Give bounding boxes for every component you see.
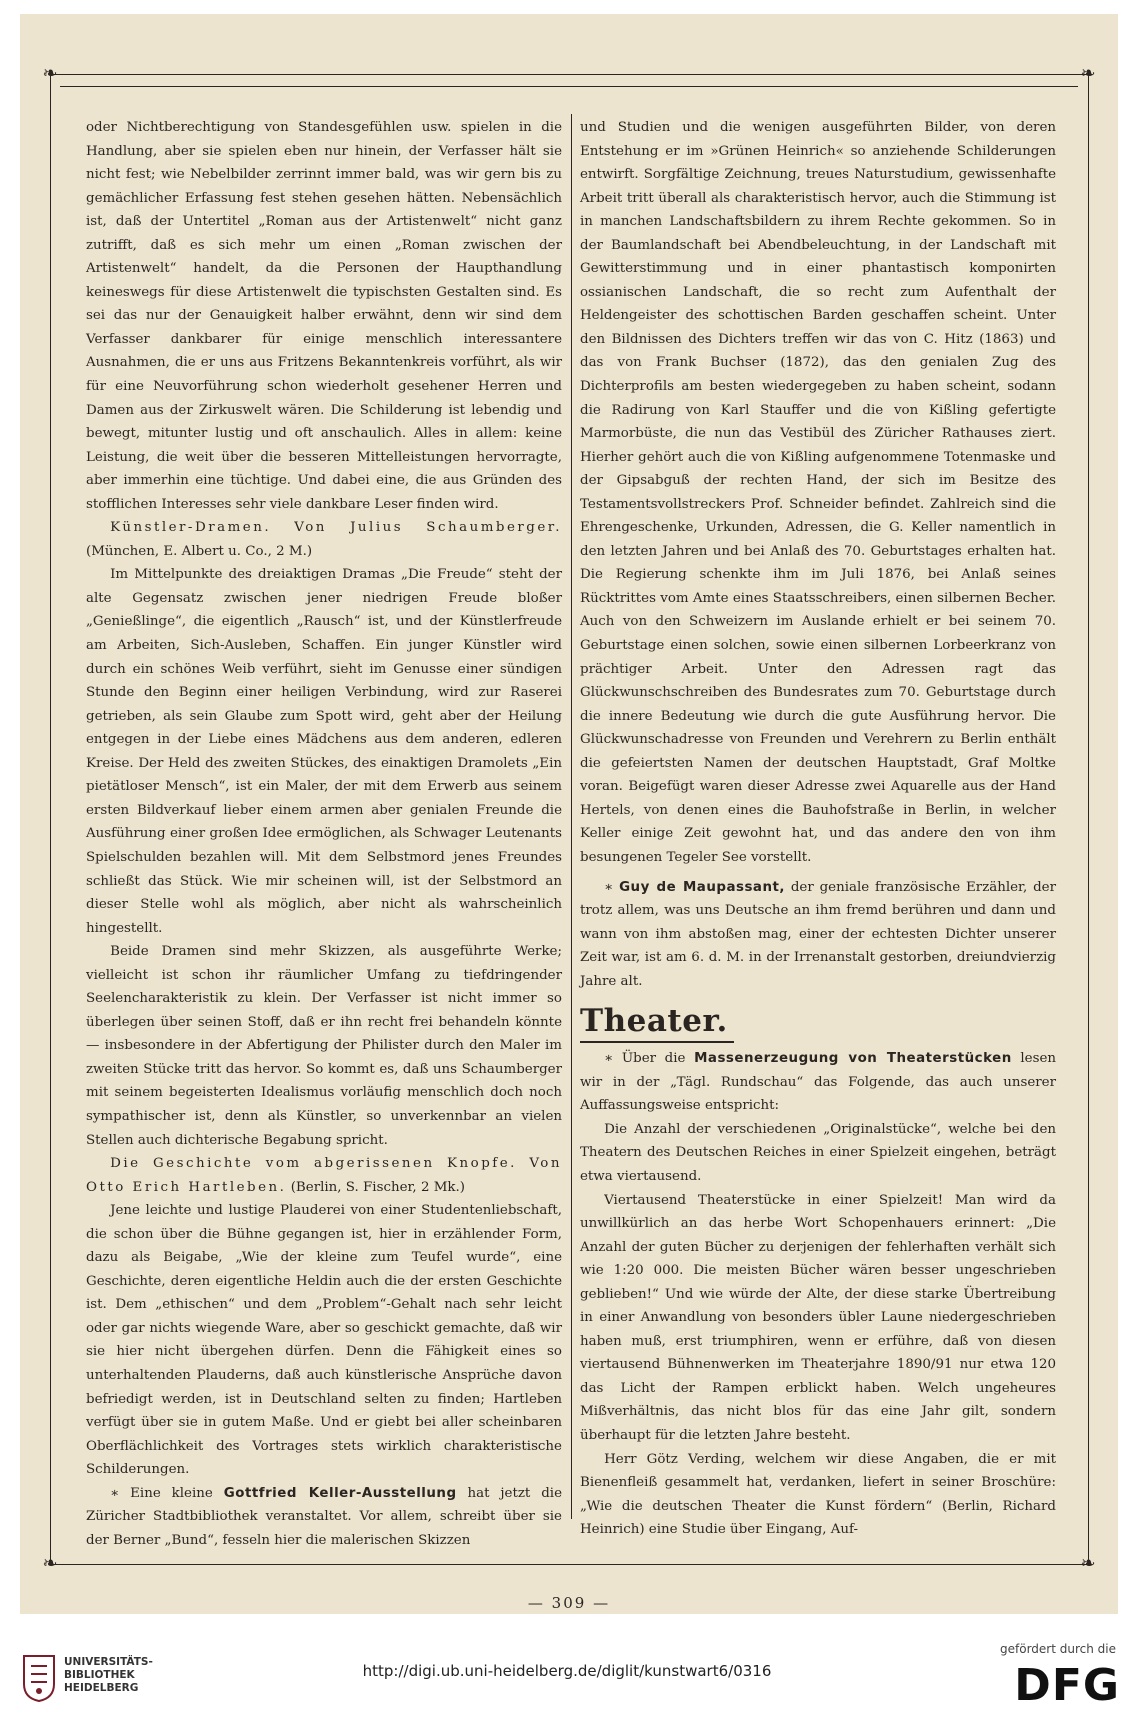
theater-intro-paragraph [580,1047,1056,1118]
right-paragraph-4: Die Anzahl der verschiedenen „Originalstücke“, welche bei den Theatern des Deutschen Reiches in einer Spielzeit eingehen, beträgt etwa viertausend. [580,1121,1056,1184]
institution-line-1: UNIVERSITÄTS- [64,1656,153,1668]
review-2-publisher: (Berlin, S. Fischer, 2 Mk.) [290,1179,466,1195]
institution-line-2: BIBLIOTHEK [64,1669,135,1681]
frame-bottom-line [50,1564,1088,1565]
keller-exhibition-paragraph [86,1482,562,1553]
left-paragraph-4: Jene leichte und lustige Plauderei von einer Studentenliebschaft, die schon über die Bühne gegangen ist, hier in erzählender Form, dazu als Beigabe, „Wie der kleine zum Teufel wurde“, eine Geschichte, deren eigentliche Heldin auch die der ersten Geschichte ist. Dem „ethischen“ und dem „Problem“-Gehalt nach sehr leicht oder gar nichts wiegende Ware, aber so geschickt gemachte, daß wir sie hier nicht übergehen dürfen. Denn die Fähigkeit eines so unterhaltenden Plauderns, daß auch künstlerische Ansprüche davon befriedigt werden, ist in Deutschland selten zu finden; Hartleben verfügt über sie in gutem Maße. Und er giebt bei aller scheinbaren Oberflächlichkeit des Vortrages stets wirklich charakteristische Schilderungen. [86,1203,562,1478]
dfg-logo: DFG [1014,1660,1120,1711]
left-paragraph-2: Im Mittelpunkte des dreiaktigen Dramas „Die Freude“ steht der alte Gegensatz zwischen jener niedrigen Freude bloßer „Genießlinge“, die eigentlich „Rausch“ ist, und der Künstlerfreude am Arbeiten, Sich-Ausleben, Schaffen. Ein junger Künstler wird durch ein schönes Weib verführt, sieht im Genusse einer sündigen Stunde den Beginn einer heiligen Verbindung, wird zur Raserei getrieben, als sein Glaube zum Spott wird, geht aber der Heilung entgegen in der Liebe eines Mädchens aus dem anderen, edleren Kreise. Der Held des zweiten Stückes, des einaktigen Dramolets „Ein pietätloser Mensch“, ist ein Maler, der mit dem Erwerb aus seinem ersten Bildverkauf lieber einem armen aber genialen Freunde die Ausführung einer großen Idee ermöglichen, als Schwager Leutenants Spielschulden bezahlen will. Mit dem Selbstmord jenes Freundes schließt das Stück. Wie mir scheinen will, ist der Selbstmord an dieser Stelle wohl als möglich, aber nicht als wahrscheinlich hingestellt. [86,567,562,936]
frame-top-inner-line [60,86,1078,87]
right-paragraph-6: Herr Götz Verding, welchem wir diese Angaben, die er mit Bienenfleiß gesammelt hat, verdanken, liefert in seiner Broschüre: „Wie die deutschen Theater die Kunst fördern“ (Berlin, Richard Heinrich) eine Studie über Eingang, Auf- [580,1451,1056,1538]
keller-exhibition-heading: Gottfried Keller-Ausstellung [223,1485,457,1501]
maupassant-text: der geniale französische Erzähler, der trotz allem, was uns Deutsche an ihm fremd berühren und dann und wann von ihm abstoßen mag, einer der echtesten Dichter unserer Zeit war, ist am 6. d. M. in der Irrenanstalt gestorben, dreiundvierzig Jahre alt. [580,879,1056,989]
section-title-theater: Theater. [580,1001,734,1043]
left-paragraph-3: Beide Dramen sind mehr Skizzen, als ausgeführte Werke; vielleicht ist schon ihr räumlicher Umfang zu tiefdringender Seelencharakteristik zu klein. Der Verfasser ist nicht immer so überlegen über seinen Stoff, daß er ihn recht frei behandeln könnte — insbesondere in der Abfertigung der Philister durch den Maler im zweiten Stücke tritt das hervor. So kommt es, daß uns Schaumberger mit seinem begeisterten Idealismus vorläufig menschlich doch noch sympathischer ist, denn als Künstler, so unverkennbar an vielen Stellen auch dichterische Begabung spricht. [86,944,562,1148]
left-column [86,116,562,1548]
right-paragraph-5: Viertausend Theaterstücke in einer Spielzeit! Man wird da unwillkürlich an das herbe Wort Schopenhauers erinnert: „Die Anzahl der guten Bücher zu derjenigen der fehlerhaften verhält sich wie 1:20 000. Die meisten Bücher wären besser ungeschrieben geblieben!“ Und wie würde der Alte, der diese starke Übertreibung in einer Anwandlung von besonders übler Laune niedergeschrieben haben muß, erst triumphiren, wenn er erführe, daß von diesen viertausend Bühnenwerken im Theaterjahre 1890/91 nur etwa 120 das Licht der Rampen erblickt haben. Welch ungeheures Mißverhältnis, das nicht blos für das eine Jahr gilt, sondern überhaupt für die letzten Jahre besteht. [580,1192,1056,1443]
right-column [580,116,1057,1538]
corner-ornament-icon: ❧ [42,63,58,84]
review-1-heading [86,516,562,563]
frame-right-line [1088,74,1089,1564]
review-1-publisher: (München, E. Albert u. Co., 2 M.) [86,543,313,559]
theater-heading: Massenerzeugung von Theaterstücken [694,1051,1012,1067]
institution-line-3: HEIDELBERG [64,1682,139,1694]
scanned-page [20,14,1118,1614]
footer-bar [0,1620,1134,1720]
theater-star: ∗ Über die [604,1051,686,1067]
frame-top-line [50,74,1088,75]
corner-ornament-icon: ❧ [1080,1553,1096,1574]
corner-ornament-icon: ❧ [42,1553,58,1574]
left-paragraph-1: oder Nichtberechtigung von Standesgefühlen usw. spielen in die Handlung, aber sie spielen eben nur hinein, der Verfasser hält sie nicht fest; wie Nebelbilder zerrinnt immer bald, was wir gern bis zu gemächlicher Erfassung fest stehen gesehen hätten. Nebensächlich ist, daß der Untertitel „Roman aus der Artistenwelt“ nicht ganz zutrifft, daß es sich mehr um einen „Roman zwischen der Artistenwelt“ handelt, da die Personen der Haupthandlung keineswegs für diese Artistenwelt die typischsten Gestalten sind. Es sei das nur der Genauigkeit halber erwähnt, denn wir sind dem Verfasser dankbarer für einige menschlich interessantere Ausnahmen, die er uns aus Fritzens Bekanntenkreis vorführt, als wir für eine Neuvorführung schon wiederholt gesehener Herren und Damen aus der Zirkuswelt wären. Die Schilderung ist lebendig und bewegt, mitunter lustig und oft anschaulich. Alles in allem: keine Leistung, die weit über die besseren Mittelleistungen hervorragte, aber immerhin eine tüchtige. Und dabei eine, die aus Gründen des stofflichen Interesses sehr viele dankbare Leser finden wird. [86,120,562,512]
keller-star: ∗ Eine kleine [110,1485,213,1501]
corner-ornament-icon: ❧ [1080,63,1096,84]
theater-intro-text: lesen wir in der „Tägl. Rundschau“ das Folgende, das auch unserer Auffassungsweise entspricht: [580,1051,1057,1114]
maupassant-paragraph [580,876,1056,994]
review-2-title: Die Geschichte vom abgerissenen Knopfe. Von Otto Erich Hartleben. [86,1156,562,1195]
column-divider [571,114,572,1519]
source-url-link[interactable]: http://digi.ub.uni-heidelberg.de/diglit/kunstwart6/0316 [362,1662,772,1680]
maupassant-heading: Guy de Maupassant, [619,879,785,895]
page-number: — 309 — [527,1594,611,1612]
maupassant-star: ∗ [604,879,614,895]
review-1-title: Künstler-Dramen. Von Julius Schaumberger. [110,520,562,536]
funding-label: gefördert durch die [1000,1642,1116,1656]
review-2-heading [86,1152,562,1199]
right-paragraph-1: und Studien und die wenigen ausgeführten Bilder, von deren Entstehung er im »Grünen Heinrich« so anziehende Schilderungen entwirft. Sorgfältige Zeichnung, treues Naturstudium, gewissenhafte Arbeit tritt überall als charakteristisch hervor, auch die Stimmung ist in manchen Landschaftsbildern zu ihrem Rechte gekommen. So in der Baumlandschaft bei Abendbeleuchtung, in der Landschaft mit Gewitterstimmung und in einer phantastisch komponirten ossianischen Landschaft, die so recht zum Aufenthalt der Heldengeister des schottischen Barden geschaffen scheint. Unter den Bildnissen des Dichters treffen wir das von C. Hitz (1863) und das von Frank Buchser (1872), das den genialen Zug des Dichterprofils am besten wiedergegeben zu haben scheint, sodann die Radirung von Karl Stauffer und die von Kißling gefertigte Marmorbüste, die nun das Vestibül des Züricher Rathauses ziert. Hierher gehört auch die von Kißling aufgenommene Totenmaske und der Gipsabguß der rechten Hand, der sich im Besitze des Testamentsvollstreckers Prof. Schneider befindet. Zahlreich sind die Ehrengeschenke, Urkunden, Adressen, die G. Keller namentlich in den letzten Jahren und bei Anlaß des 70. Geburtstages erhalten hat. Die Regierung schenkte ihm im Juli 1876, bei Anlaß seines Rücktrittes vom Amte eines Staatsschreibers, einen silbernen Becher. Auch von den Schweizern im Auslande erhielt er bei seinem 70. Geburtstage einen solchen, sowie einen silbernen Lorbeerkranz von prächtiger Arbeit. Unter den Adressen ragt das Glückwunschschreiben des Bundesrates zum 70. Geburtstage durch die innere Bedeutung wie durch die gute Ausführung hervor. Die Glückwunschadresse von Freunden und Verehrern zu Berlin enthält die gefeiertsten Namen der deutschen Hauptstadt, Graf Moltke voran. Beigefügt waren dieser Adresse zwei Aquarelle aus der Hand Hertels, von denen eines die Bauhofstraße in Berlin, in welcher Keller einige Zeit gewohnt hat, und das andere den von ihm besungenen Tegeler See vorstellt. [580,120,1056,865]
keller-exhibition-text: hat jetzt die Züricher Stadtbibliothek veranstaltet. Vor allem, schreibt über sie der Berner „Bund“, fesseln hier die malerischen Skizzen [86,1485,562,1548]
frame-left-line [50,74,51,1564]
